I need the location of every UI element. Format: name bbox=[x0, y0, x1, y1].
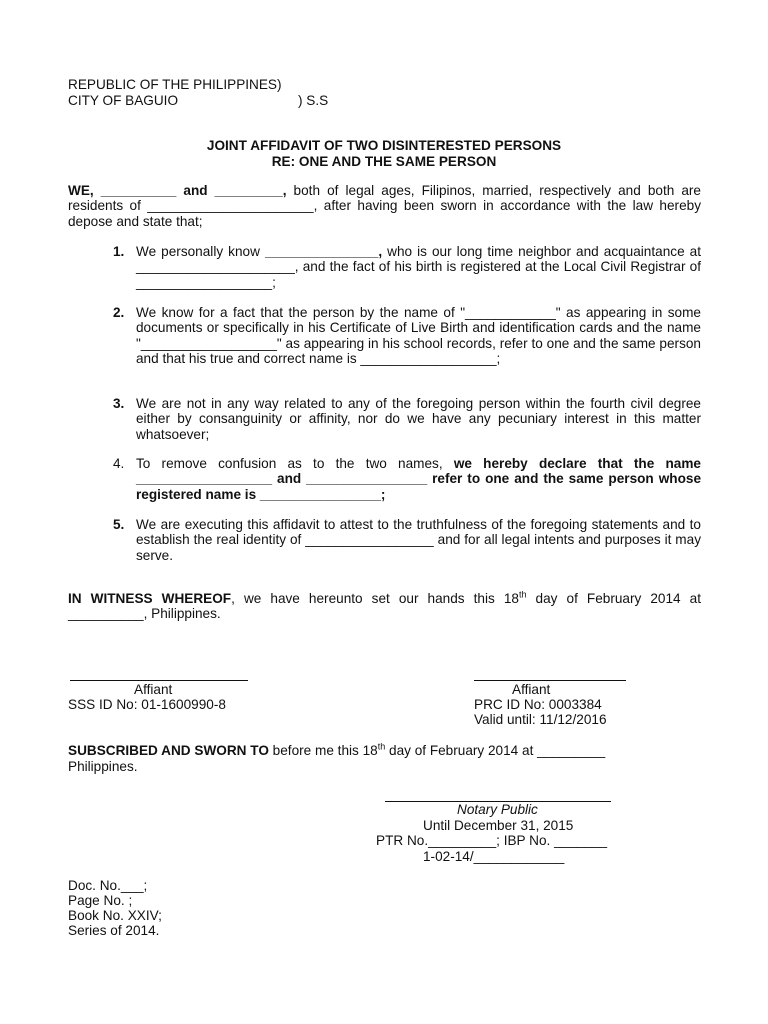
subscribed-part-b: day of February 2014 at _________ bbox=[385, 743, 606, 758]
venue-ss: ) S.S bbox=[298, 93, 329, 108]
item-4-declaration: we hereby declare that the name __________________ and ________________ refer to one and the same person whose registered name is ________________; bbox=[136, 456, 701, 502]
venue-line-republic: REPUBLIC OF THE PHILIPPINES) bbox=[68, 77, 282, 92]
affiant-right-id: PRC ID No: 0003384 bbox=[474, 697, 602, 712]
item-4-part-a: To remove confusion as to the two names, bbox=[136, 456, 454, 471]
document-title: JOINT AFFIDAVIT OF TWO DISINTERESTED PERSONS bbox=[206, 138, 562, 153]
witness-paragraph bbox=[68, 591, 701, 622]
item-3-text: We are not in any way related to any of the foregoing person within the fourth civil degree either by consanguinity or affinity, nor do we have any pecuniary interest in this matter whatsoever; bbox=[136, 396, 701, 442]
subscribed-line-2: Philippines. bbox=[68, 759, 138, 774]
affiant-right-label: Affiant bbox=[512, 682, 551, 697]
witness-part-a: , we have hereunto set our hands this 18 bbox=[231, 591, 519, 606]
item-5-number: 5. bbox=[113, 517, 125, 532]
notary-until: Until December 31, 2015 bbox=[423, 818, 574, 833]
item-1-text bbox=[136, 244, 701, 290]
affiant-left-id: SSS ID No: 01-1600990-8 bbox=[68, 697, 226, 712]
intro-and: and _________, bbox=[176, 183, 287, 198]
subscribed-sup: th bbox=[377, 741, 386, 752]
item-1-number: 1. bbox=[113, 244, 125, 259]
affiant-right-valid: Valid until: 11/12/2016 bbox=[474, 712, 607, 727]
witness-sup: th bbox=[518, 589, 527, 600]
doc-number: Doc. No.___; bbox=[68, 878, 148, 893]
intro-paragraph bbox=[68, 183, 701, 229]
intro-we: WE, __________ bbox=[68, 183, 177, 198]
subscribed-line bbox=[68, 743, 605, 758]
item-2-number: 2. bbox=[113, 305, 125, 320]
item-1-part-b: who is our long time neighbor and acquaintance at _____________________, and the fact of his birth is registered at the Local Civil Registrar of __________________; bbox=[136, 244, 701, 290]
venue-line-city: CITY OF BAGUIO bbox=[68, 93, 179, 108]
series-year: Series of 2014. bbox=[68, 923, 160, 938]
subscribed-heading: SUBSCRIBED AND SWORN TO bbox=[68, 743, 269, 758]
notary-ptr-ibp: PTR No._________; IBP No. _______ bbox=[376, 833, 608, 848]
witness-heading: IN WITNESS WHEREOF bbox=[68, 591, 232, 606]
item-5-text: We are executing this affidavit to attest to the truthfulness of the foregoing statements and to establish the real identity of _________________ and for all legal intents and purposes it may serve. bbox=[136, 517, 701, 563]
subscribed-part-a: before me this 18 bbox=[268, 743, 378, 758]
document-subtitle: RE: ONE AND THE SAME PERSON bbox=[271, 154, 497, 169]
affiant-left-label: Affiant bbox=[134, 682, 173, 697]
item-1-blank: _______________, bbox=[264, 244, 383, 259]
item-4-text bbox=[136, 456, 701, 502]
witness-part-b: day of February 2014 at __________, Philippines. bbox=[68, 591, 701, 622]
page-number: Page No. ; bbox=[68, 893, 133, 908]
affiant-left-signature-line bbox=[70, 680, 248, 681]
intro-rest: both of legal ages, Filipinos, married, respectively and both are residents of ______________________, after having been sworn in accordance with the law hereby depose and state that; bbox=[68, 183, 701, 229]
notary-date: 1-02-14/____________ bbox=[423, 849, 565, 864]
item-1-part-a: We personally know bbox=[136, 244, 265, 259]
item-2-text: We know for a fact that the person by the name of "____________" as appearing in some documents or specifically in his Certificate of Live Birth and identification cards and the name "__________________" as appearing in his school records, refer to one and the same person and that his true and correct name is __________________; bbox=[136, 305, 701, 367]
affiant-right-signature-line bbox=[474, 680, 626, 681]
item-3-number: 3. bbox=[113, 396, 125, 411]
item-4-number: 4. bbox=[113, 456, 125, 471]
notary-title: Notary Public bbox=[457, 802, 538, 817]
book-number: Book No. XXIV; bbox=[68, 908, 162, 923]
